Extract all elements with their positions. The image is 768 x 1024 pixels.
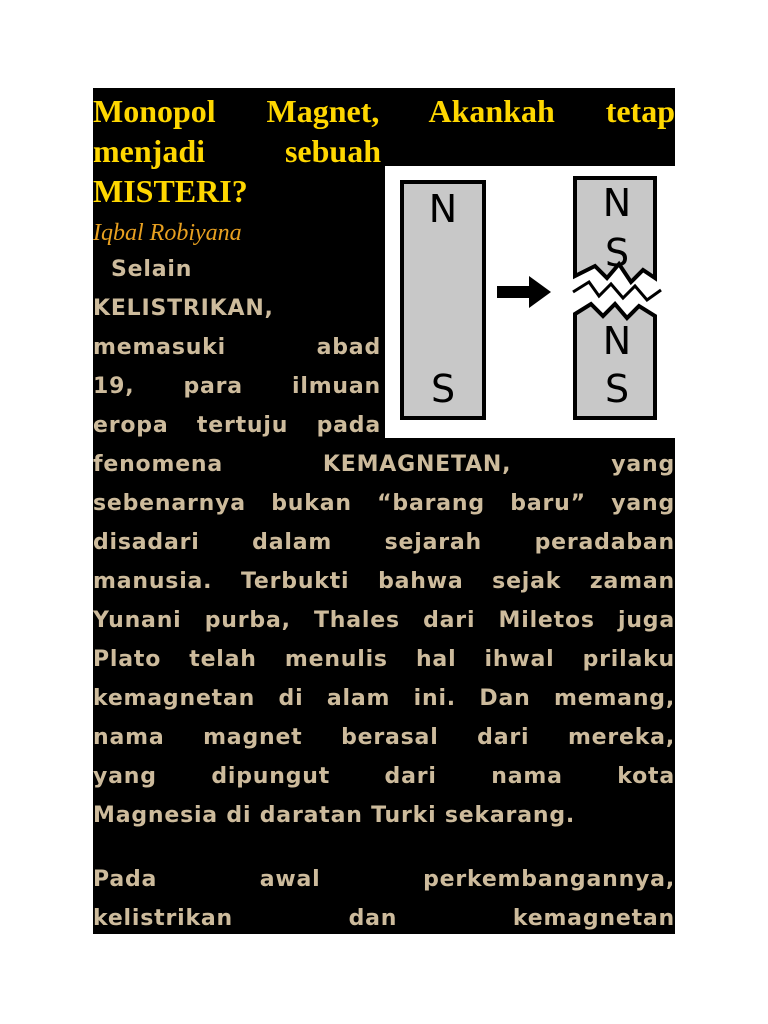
bottom-piece-north-label: N [602,319,632,363]
document-page [93,88,675,934]
broken-magnet-diagram [385,166,675,438]
whole-magnet-south-label: S [430,367,456,411]
article-title-line-1: Monopol Magnet, Akankah tetap [93,93,675,129]
body-line: Yunani purba, Thales dari Miletos juga [93,608,675,633]
article-title-line-2: menjadi sebuah [93,133,381,169]
top-piece-south-label: S [604,231,630,275]
arrow-right-icon [497,276,551,308]
magnet-figure [385,166,675,438]
body-line: kelistrikan dan kemagnetan [93,906,675,931]
body-line: fenomena KEMAGNETAN, yang [93,452,675,477]
body-line: 19, para ilmuan [93,374,381,399]
bottom-piece-south-label: S [604,367,630,411]
body-line: Selain [111,257,193,282]
body-line: sebenarnya bukan “barang baru” yang [93,491,675,516]
body-line: manusia. Terbukti bahwa sejak zaman [93,569,675,594]
body-line: Magnesia di daratan Turki sekarang. [93,803,576,828]
body-line: Plato telah menulis hal ihwal prilaku [93,647,675,672]
article-title-line-3: MISTERI? [93,173,248,209]
body-line: Pada awal perkembangannya, [93,867,675,892]
body-line: KELISTRIKAN, [93,296,274,321]
crack-line [573,282,661,300]
body-line: kemagnetan di alam ini. Dan memang, [93,686,675,711]
body-line: disadari dalam sejarah peradaban [93,530,675,555]
body-line: yang dipungut dari nama kota [93,764,675,789]
body-line: nama magnet berasal dari mereka, [93,725,675,750]
body-line: memasuki abad [93,335,381,360]
whole-magnet-north-label: N [428,187,458,231]
body-line: eropa tertuju pada [93,413,381,438]
top-piece-north-label: N [602,181,632,225]
article-author: Iqbal Robiyana [93,220,242,246]
